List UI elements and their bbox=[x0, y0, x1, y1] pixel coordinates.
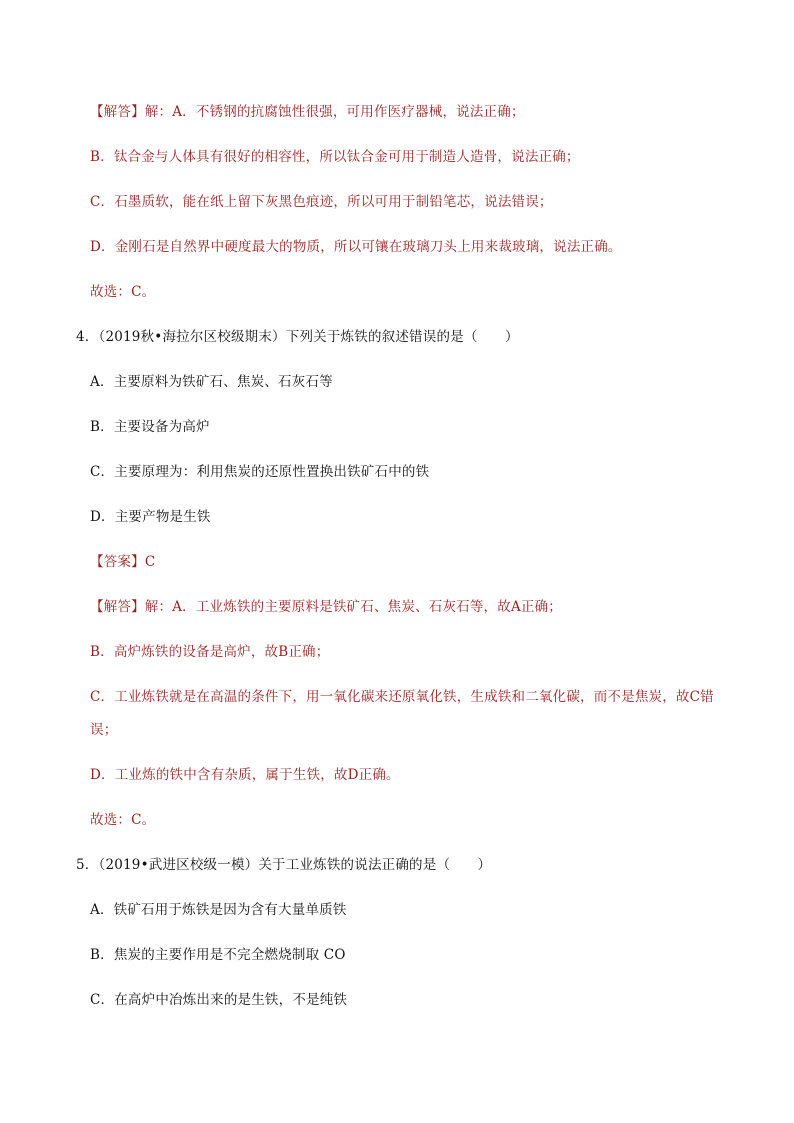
analysis-line-5 bbox=[90, 597, 562, 617]
question-4-option-c: C．主要原理为：利用焦炭的还原性置换出铁矿石中的铁 bbox=[90, 464, 430, 480]
question-5-option-c: C．在高炉中冶炼出来的是生铁，不是纯铁 bbox=[90, 992, 348, 1008]
answer-line bbox=[90, 552, 155, 572]
analysis-line-8: D．工业炼的铁中含有杂质，属于生铁，故D正确。 bbox=[90, 767, 400, 783]
question-5: 5．（2019•武进区校级一模）关于工业炼铁的说法正确的是（ ） bbox=[76, 857, 492, 873]
analysis-line-7: C．工业炼铁就是在高温的条件下，用一氧化碳来还原氧化铁，生成铁和二氧化碳，而不是焦炭，故C错 bbox=[90, 689, 714, 705]
question-4-option-d: D．主要产物是生铁 bbox=[90, 509, 211, 525]
analysis-text: 解：A．不锈钢的抗腐蚀性很强，可用作医疗器械，说法正确； bbox=[144, 104, 525, 120]
analysis-text-2: 解：A．工业炼铁的主要原料是铁矿石、焦炭、石灰石等，故A正确； bbox=[144, 599, 563, 615]
answer-tag: 【答案】 bbox=[90, 554, 145, 570]
analysis-line-2: B．钛合金与人体具有很好的相容性，所以钛合金可用于制造人造骨，说法正确； bbox=[90, 149, 580, 165]
analysis-line-4: D．金刚石是自然界中硬度最大的物质，所以可镶在玻璃刀头上用来裁玻璃，说法正确。 bbox=[90, 239, 622, 255]
question-4-option-b: B．主要设备为高炉 bbox=[90, 419, 210, 435]
question-5-option-a: A．铁矿石用于炼铁是因为含有大量单质铁 bbox=[90, 902, 347, 918]
question-4: 4．（2019秋•海拉尔区校级期末）下列关于炼铁的叙述错误的是（ ） bbox=[76, 329, 519, 345]
answer-value: C bbox=[144, 554, 156, 570]
analysis-tag-2: 【解答】 bbox=[90, 599, 145, 615]
question-5-option-b: B．焦炭的主要作用是不完全燃烧制取 CO bbox=[90, 947, 346, 963]
question-4-option-a: A．主要原料为铁矿石、焦炭、石灰石等 bbox=[90, 374, 333, 390]
analysis-line-7-wrap: 误； bbox=[90, 722, 118, 738]
analysis-line-1 bbox=[90, 102, 525, 122]
analysis-tag: 【解答】 bbox=[90, 104, 145, 120]
analysis-line-3: C．石墨质软，能在纸上留下灰黑色痕迹，所以可用于制铅笔芯，说法错误； bbox=[90, 194, 553, 210]
analysis-conclusion: 故选：C。 bbox=[90, 284, 156, 300]
analysis-line-6: B．高炉炼铁的设备是高炉，故B正确； bbox=[90, 644, 330, 660]
analysis-conclusion-2: 故选：C。 bbox=[90, 812, 156, 828]
